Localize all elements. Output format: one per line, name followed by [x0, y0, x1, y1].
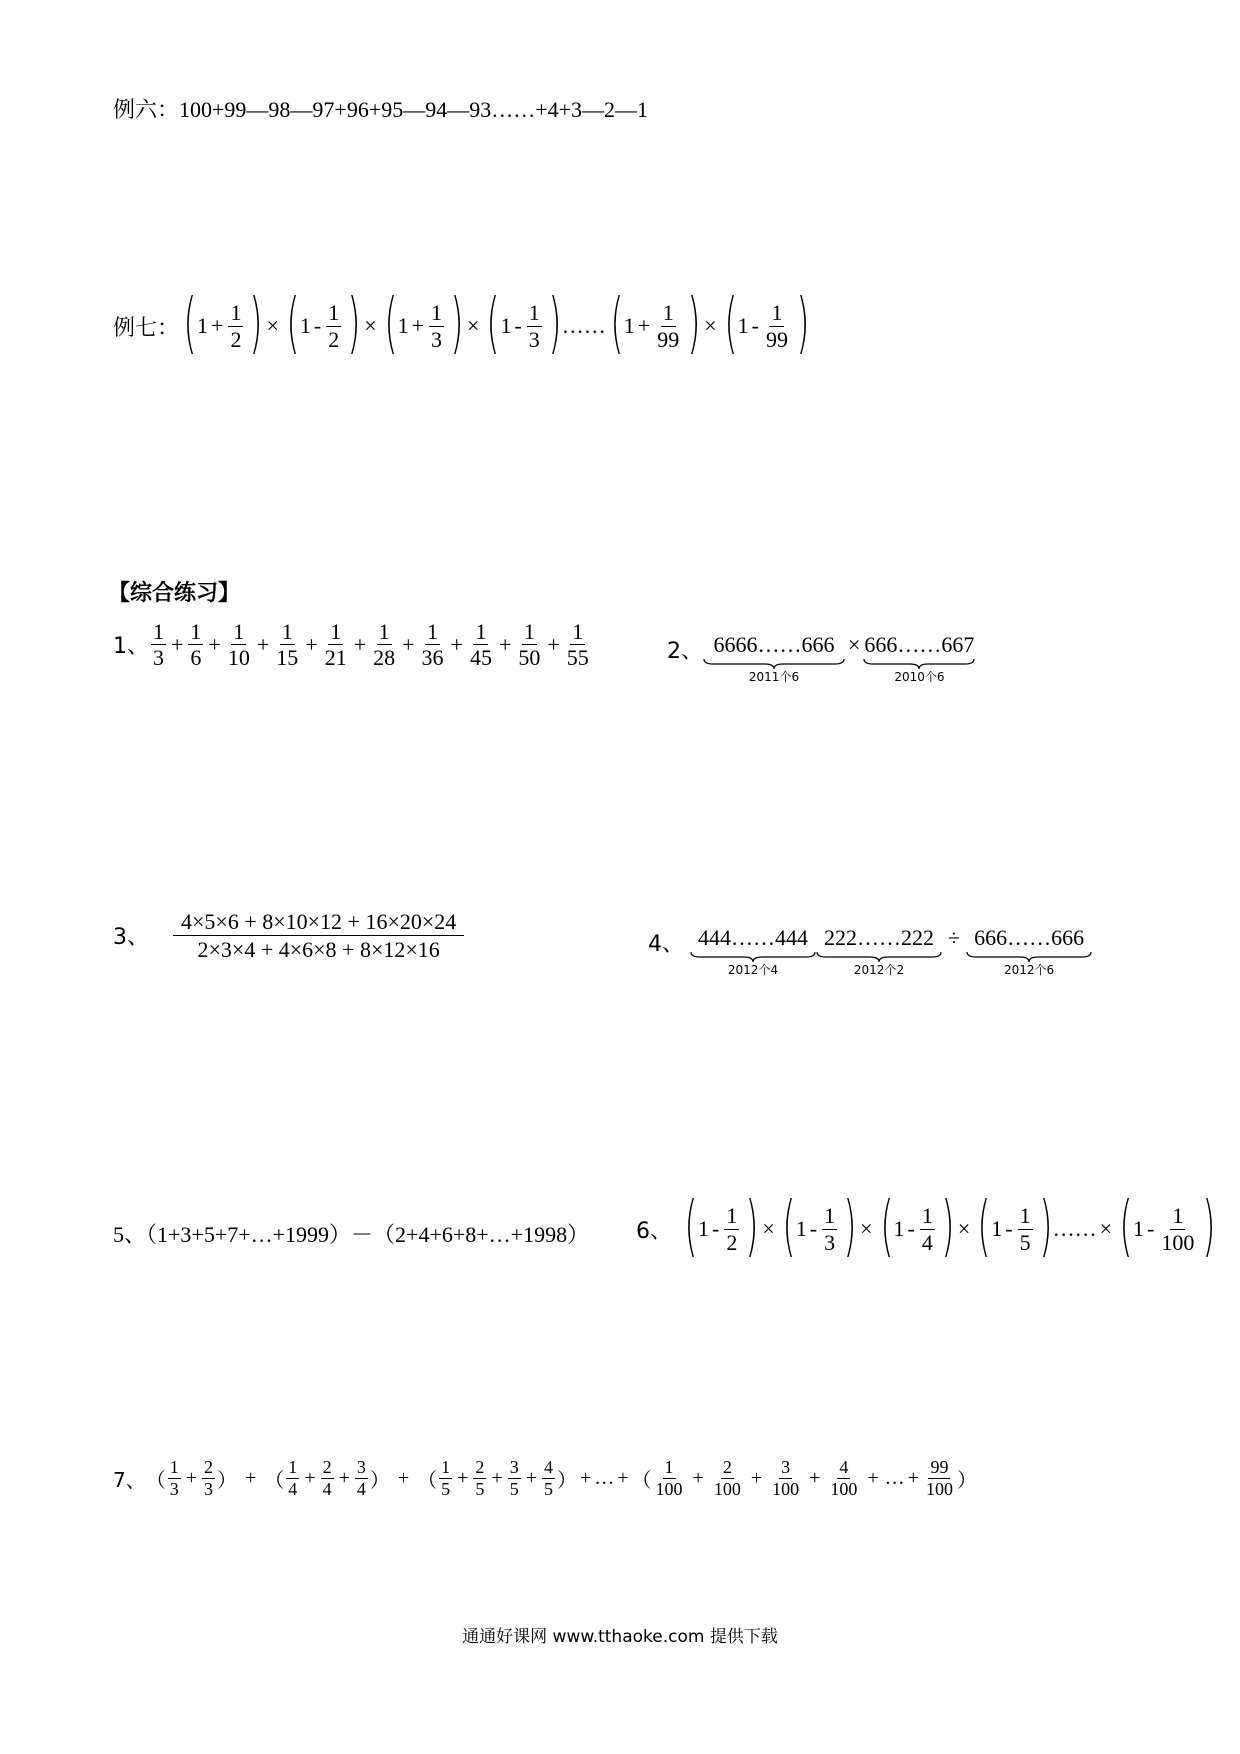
- section-title: 【综合练习】: [108, 581, 241, 606]
- factor: ( 1 - $\frac{1}{100}$ ): [1119, 1187, 1216, 1264]
- fraction: $\frac{1}{50}$: [518, 619, 541, 671]
- factor: ( 1 - $\frac{1}{2}$ ): [684, 1187, 759, 1264]
- factor: ( 1 - $\frac{1}{99}$ ): [724, 284, 810, 361]
- problem-5: 5、（1+3+5+7+…+1999）－（2+4+6+8+…+1998）: [113, 1222, 590, 1247]
- problem-4-label: 4、: [648, 932, 684, 957]
- fraction: $\frac{1}{99}$: [657, 300, 680, 352]
- fraction: $\frac{1}{3}$: [824, 1203, 836, 1255]
- example-6-expression: 100+99—98—97+96+95—94—93……+4+3—2—1: [179, 97, 649, 122]
- fraction: $\frac{1}{100}$: [1161, 1203, 1195, 1255]
- underbrace-group: 666……667 2010个6: [864, 632, 975, 684]
- example-6-label: 例六：: [113, 98, 180, 123]
- problem-6: 6、 ( 1 - $\frac{1}{2}$ ) × ( 1 - $\frac{1}{3}$ ) × ( 1 - $\frac{1}{4}$ ) × ( 1 - $\frac{1}{5}$ ) …… × ( 1 - $\frac{1}{100}$ ): [636, 1187, 1216, 1264]
- factor: ( 1 - $\frac{1}{3}$ ): [782, 1187, 857, 1264]
- example-7-label: 例七：: [113, 315, 180, 341]
- fraction: $\frac{1}{5}$: [1019, 1203, 1031, 1255]
- fraction: $\frac{1}{2}$: [726, 1203, 738, 1255]
- footer: 通通好课网 www.tthaoke.com 提供下载: [462, 1627, 778, 1647]
- fraction: $\frac{1}{3}$: [431, 300, 443, 352]
- problem-7: 7、 （ $\frac{1}{3}$ + $\frac{2}{3}$ ） + （ $\frac{1}{4}$ + $\frac{2}{4}$ + $\frac{3}{4}$ ） + （ $\frac{1}{5}$ + $\frac{2}{5}$ + $\frac{3}{5}$ + $\frac{4}{5}$ ） + … + （ $\frac{1}{100}$ + $\frac{2}{100}$ + $\frac{3}{100}$ + $\frac{4}{100}$ + … + $\frac{99}{100}$ ）: [113, 1457, 977, 1499]
- problem-2-label: 2、: [667, 639, 703, 664]
- underbrace-group: 6666……666 2011个6: [703, 632, 845, 685]
- problem-3: [113, 910, 466, 961]
- underbrace-group: 444……444 2012个4: [690, 925, 816, 978]
- fraction: $\frac{1}{3}$: [528, 300, 540, 352]
- fraction: $\frac{1}{36}$: [421, 619, 444, 671]
- fraction: $\frac{1}{10}$: [227, 619, 250, 671]
- factor: ( 1 - $\frac{1}{5}$ ): [977, 1187, 1052, 1264]
- problem-4: 4、 444……444 2012个4 222……222 2012个2 ÷ 666……666 2012个6: [648, 925, 1092, 978]
- fraction: $\frac{1}{6}$: [190, 619, 202, 671]
- problem-3-label: 3、: [113, 925, 149, 951]
- factor: ( 1 + $\frac{1}{99}$ ): [610, 284, 701, 361]
- problem-7-label: 7、: [113, 1467, 146, 1492]
- problem-6-label: 6、: [636, 1218, 672, 1244]
- factor: ( 1 + $\frac{1}{3}$ ): [384, 284, 464, 361]
- fraction: $\frac{1}{2}$: [230, 300, 242, 352]
- problem-1-label: 1、: [113, 634, 149, 660]
- fraction: $\frac{1}{4}$: [921, 1203, 933, 1255]
- problem-2: 2、 6666……666 2011个6 × 666……667 2010个6: [667, 632, 975, 684]
- fraction: $\frac{1}{15}$: [276, 619, 299, 671]
- fraction: $\frac{1}{3}$: [153, 619, 164, 671]
- factor: ( 1 - $\frac{1}{2}$ ): [286, 284, 361, 361]
- underbrace-group: 222……222 2012个2: [816, 925, 942, 978]
- fraction: $\frac{1}{99}$: [765, 300, 788, 352]
- fraction: $\frac{1}{2}$: [328, 300, 340, 352]
- factor: ( 1 + $\frac{1}{2}$ ): [183, 284, 263, 361]
- fraction: $\frac{1}{28}$: [373, 619, 396, 671]
- fraction: $\frac{1}{55}$: [566, 619, 589, 671]
- underbrace-group: 666……666 2012个6: [966, 925, 1092, 978]
- problem-1: 1、 $\frac{1}{3}$ + $\frac{1}{6}$ + $\frac{1}{10}$ + $\frac{1}{15}$ + $\frac{1}{21}$ + $\frac{1}{28}$ + $\frac{1}{36}$ + $\frac{1}{45}$ + $\frac{1}{50}$ + $\frac{1}{55}$: [113, 619, 589, 671]
- example-6: [113, 93, 648, 124]
- fraction: $\frac{1}{45}$: [469, 619, 492, 671]
- fraction: $\frac{4\times 5\times 6 + 8\times 10\times 12 + 16\times 20\times 24}{2\times 3\times 4 + 4\times 6\times 8 + 8\times 12\times 16}$: [173, 910, 464, 961]
- factor: ( 1 - $\frac{1}{3}$ ): [486, 284, 562, 361]
- factor: ( 1 - $\frac{1}{4}$ ): [880, 1187, 955, 1264]
- fraction: $\frac{1}{21}$: [324, 619, 347, 671]
- example-7: 例七： ( 1 + $\frac{1}{2}$ ) × ( 1 - $\frac{1}{2}$ ) × ( 1 + $\frac{1}{3}$ ) × ( 1 - $\frac{1}{3}$ ) …… ( 1 + $\frac{1}{99}$ ) × ( 1 - $\frac{1}{99}$ ): [113, 284, 810, 361]
